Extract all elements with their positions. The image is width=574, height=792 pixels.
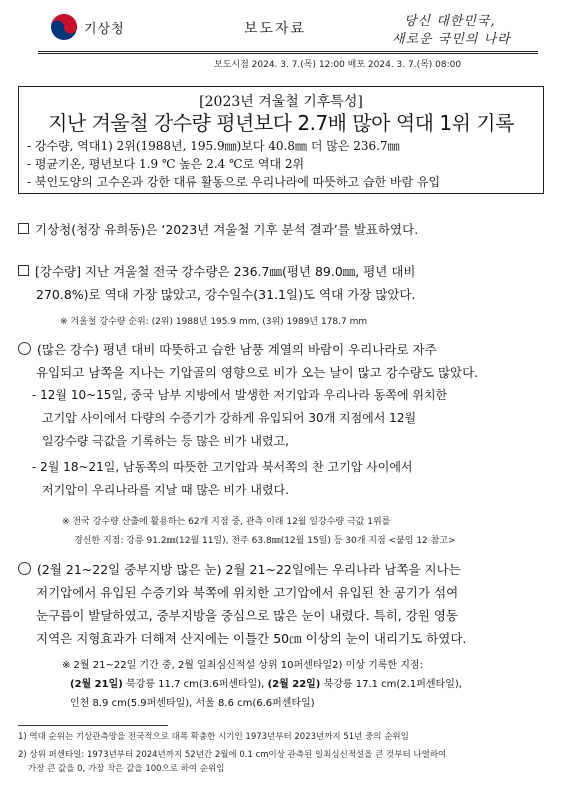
header-divider	[38, 51, 538, 52]
summary-box	[18, 86, 544, 194]
header-divider-2	[38, 53, 538, 54]
summary-bullet-3: - 북인도양의 고수온과 강한 대류 활동으로 우리나라에 따뜻하고 습한 바람 유입	[27, 175, 441, 189]
headline: 지난 겨울철 강수량 평년보다 2.7배 많아 역대 1위 기록	[48, 111, 514, 135]
precipitation-paragraph: [강수량] 지난 겨울철 전국 강수량은 236.7㎜(평년 89.0㎜, 평년 대비 270.8%)로 역대 가장 많았고, 강수일수(31.1일)도 역대 가장 많았다.	[18, 260, 558, 306]
release-time: 보도시점 2024. 3. 7.(목) 12:00 배포 2024. 3. 7.(목) 08:00	[214, 60, 462, 70]
february-rain-detail: - 2월 18~21일, 남동쪽의 따뜻한 고기압과 북서쪽의 찬 고기압 사이에서 저기압이 우리나라를 지날 때 많은 비가 내렸다.	[32, 460, 413, 497]
footnotes	[18, 730, 558, 776]
december-rain-detail: - 12월 10~15일, 중국 남부 지방에서 발생한 저기압과 우리나라 동쪽에 위치한 고기압 사이에서 다량의 수증기가 강하게 유입되어 30개 지점에서 12월 일강수량 극값을 기록하는 등 많은 비가 내렸고,	[32, 388, 448, 448]
heavy-snow-paragraph: (2월 21~22일 중부지방 많은 눈) 2월 21~22일에는 우리나라 남쪽을 지나는 저기압에서 유입된 수증기와 북쪽에 위치한 고기압에서 유입된 찬 공기가 섞여 눈구름이 발달하였고, 중부지방을 중심으로 많은 눈이 내렸다. 특히, 강원 영동 지역은 지형효과가 더해져 산지에는 이틀간 50㎝ 이상의 눈이 내리기도 하였다.	[18, 558, 558, 650]
summary-bullet-2: - 평균기온, 평년보다 1.9 ℃ 높은 2.4 ℃로 역대 2위	[27, 157, 305, 171]
slogan-line-2: 새로운 국민의 나라	[392, 32, 511, 47]
square-bullet-icon	[18, 223, 29, 234]
taegeuk-emblem-icon	[50, 13, 78, 41]
summary-subtitle: [2023년 겨울철 기후특성]	[199, 94, 363, 110]
slogan-line-1: 당신 대한민국,	[404, 14, 496, 29]
circle-bullet-icon	[18, 342, 31, 355]
footnote-2-cont: 가장 큰 값을 0, 가장 작은 값을 100으로 하여 순위임	[28, 764, 225, 774]
record-stations-note: ※ 전국 강수량 산출에 활용하는 62개 지점 중, 관측 이래 12월 일강수량 극값 1위를 경신한 지점: 강릉 91.2㎜(12월 11일), 전주 63.8㎜(12월 15일) 등 30개 지점 <붙임 12 참고>	[62, 517, 456, 546]
footnote-divider	[18, 725, 168, 726]
precipitation-rank-note: ※ 겨울철 강수량 순위: (2위) 1988년 195.9 mm, (3위) 1989년 178.7 mm	[60, 317, 368, 327]
intro-paragraph: 기상청(청장 유희동)은 ‘2023년 겨울철 기후 분석 결과’를 발표하였다.	[18, 218, 558, 241]
footnote-1: 1) 역대 순위는 기상관측망을 전국적으로 대폭 확충한 시기인 1973년부터 2023년까지 51년 중의 순위임	[18, 732, 409, 742]
heavy-rain-paragraph: (많은 강수) 평년 대비 따뜻하고 습한 남풍 계열의 바람이 우리나라로 자주 유입되고 남쪽을 지나는 기압골의 영향으로 비가 오는 날이 많고 강수량도 많았다.	[18, 338, 558, 384]
footnote-2: 2) 상위 퍼센타일: 1973년부터 2024년까지 52년간 2월에 0.1 cm이상 관측된 일최심신적설을 큰 것부터 나열하여	[18, 750, 447, 760]
circle-bullet-icon	[18, 562, 31, 575]
agency-logo	[50, 10, 170, 44]
snow-stations-note: ※ 2월 21~22일 기간 중, 2월 일최심신적설 상위 10퍼센타일2) 이상 기록한 지점: (2월 21일) 북강릉 11.7 cm(3.6퍼센타일), (2월 22일) 북강릉 17.1 cm(2.1퍼센타일), 인천 8.9 cm(5.9퍼센타일), 서울 8.6 cm(6.6퍼센타일)	[62, 660, 462, 709]
summary-bullet-1: - 강수량, 역대1) 2위(1988년, 195.9㎜)보다 40.8㎜ 더 많은 236.7㎜	[27, 139, 400, 153]
government-slogan	[392, 8, 532, 48]
agency-name: 기상청	[84, 21, 125, 37]
doc-type-title: 보도자료	[243, 21, 307, 37]
square-bullet-icon	[18, 265, 29, 276]
